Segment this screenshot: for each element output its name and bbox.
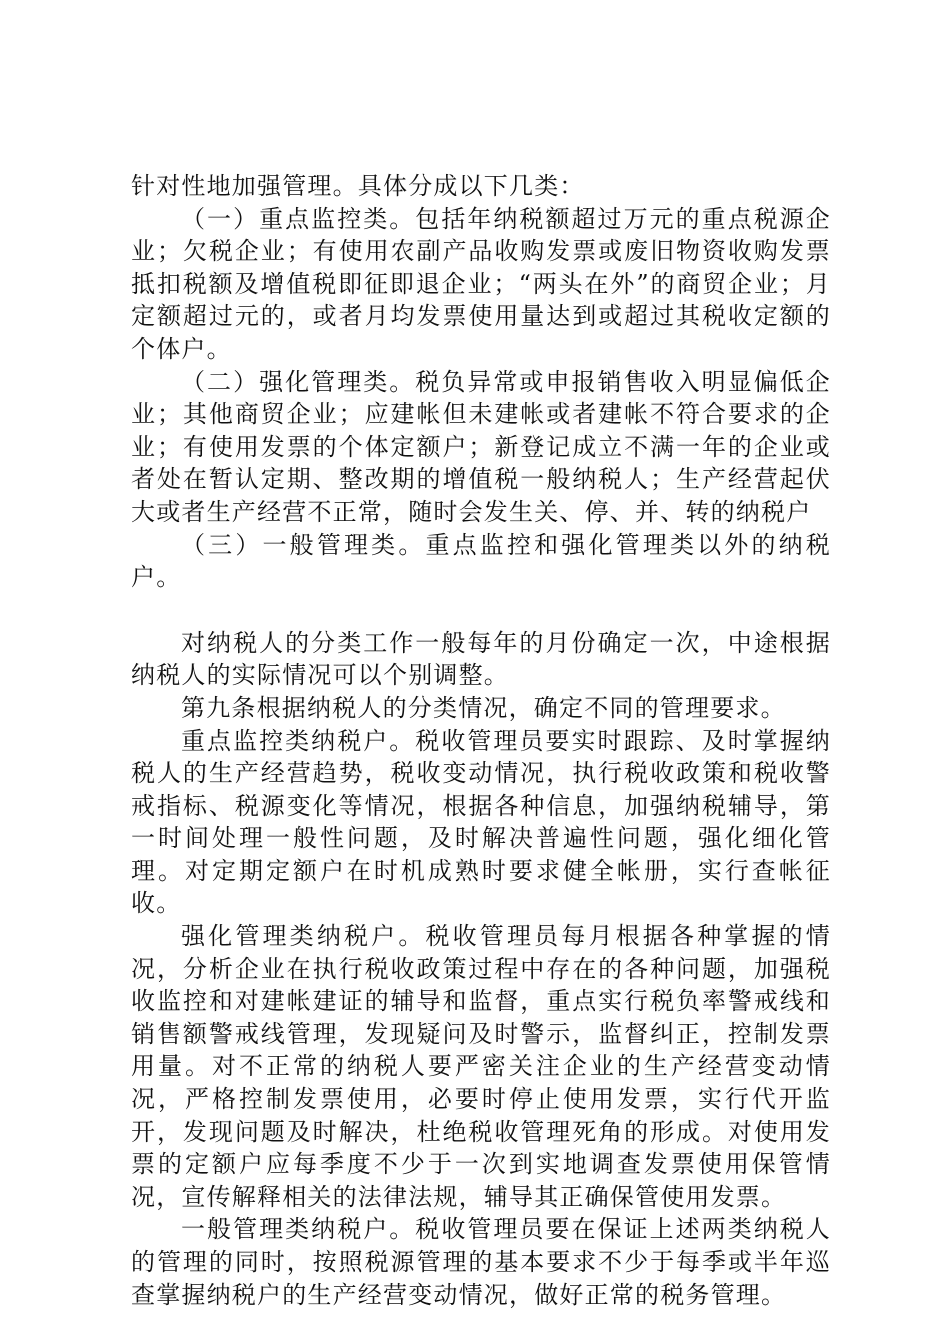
paragraph-intro: 针对性地加强管理。具体分成以下几类： — [131, 172, 585, 200]
document-body — [131, 170, 831, 1311]
paragraph-article-9: 第九条根据纳税人的分类情况，确定不同的管理要求。 — [181, 693, 786, 722]
paragraph-key-monitoring: 重点监控类纳税户。税收管理员要实时跟踪、及时掌握纳税人的生产经营趋势，税收变动情况，执行税收政策和税收警戒指标、税源变化等情况，根据各种信息，加强纳税辅导，第一时间处理一般性问题，及时解决普遍性问题，强化细化管理。对定期定额户在时机成熟时要求健全帐册，实行查帐征收。 — [131, 726, 831, 918]
paragraph-gap — [131, 594, 831, 627]
paragraph-enhanced-management: 强化管理类纳税户。税收管理员每月根据各种掌握的情况，分析企业在执行税收政策过程中存在的各种问题，加强税收监控和对建帐建证的辅导和监督，重点实行税负率警戒线和销售额警戒线管理，发现疑问及时警示，监督纠正，控制发票用量。对不正常的纳税人要严密关注企业的生产经营变动情况，严格控制发票使用，必要时停止使用发票，实行代开监开，发现问题及时解决，杜绝税收管理死角的形成。对使用发票的定额户应每季度不少于一次到实地调查发票使用保管情况，宣传解释相关的法律法规，辅导其正确保管使用发票。 — [131, 922, 831, 1211]
paragraph-classification-timing: 对纳税人的分类工作一般每年的月份确定一次，中途根据纳税人的实际情况可以个别调整。 — [131, 628, 831, 690]
paragraph-category-3: （三）一般管理类。重点监控和强化管理类以外的纳税户。 — [131, 530, 831, 592]
paragraph-category-2: （二）强化管理类。税负异常或申报销售收入明显偏低企业；其他商贸企业；应建帐但未建帐或者建帐不符合要求的企业；有使用发票的个体定额户；新登记成立不满一年的企业或者处在暂认定期、整改期的增值税一般纳税人；生产经营起伏大或者生产经营不正常，随时会发生关、停、并、转的纳税户 — [131, 367, 831, 526]
paragraph-category-1: （一）重点监控类。包括年纳税额超过万元的重点税源企业；欠税企业；有使用农副产品收购发票或废旧物资收购发票抵扣税额及增值税即征即退企业；“两头在外”的商贸企业；月定额超过元的，或者月均发票使用量达到或超过其税收定额的个体户。 — [131, 204, 831, 363]
paragraph-general-management: 一般管理类纳税户。税收管理员要在保证上述两类纳税人的管理的同时，按照税源管理的基本要求不少于每季或半年巡查掌握纳税户的生产经营变动情况，做好正常的税务管理。 — [131, 1215, 831, 1309]
